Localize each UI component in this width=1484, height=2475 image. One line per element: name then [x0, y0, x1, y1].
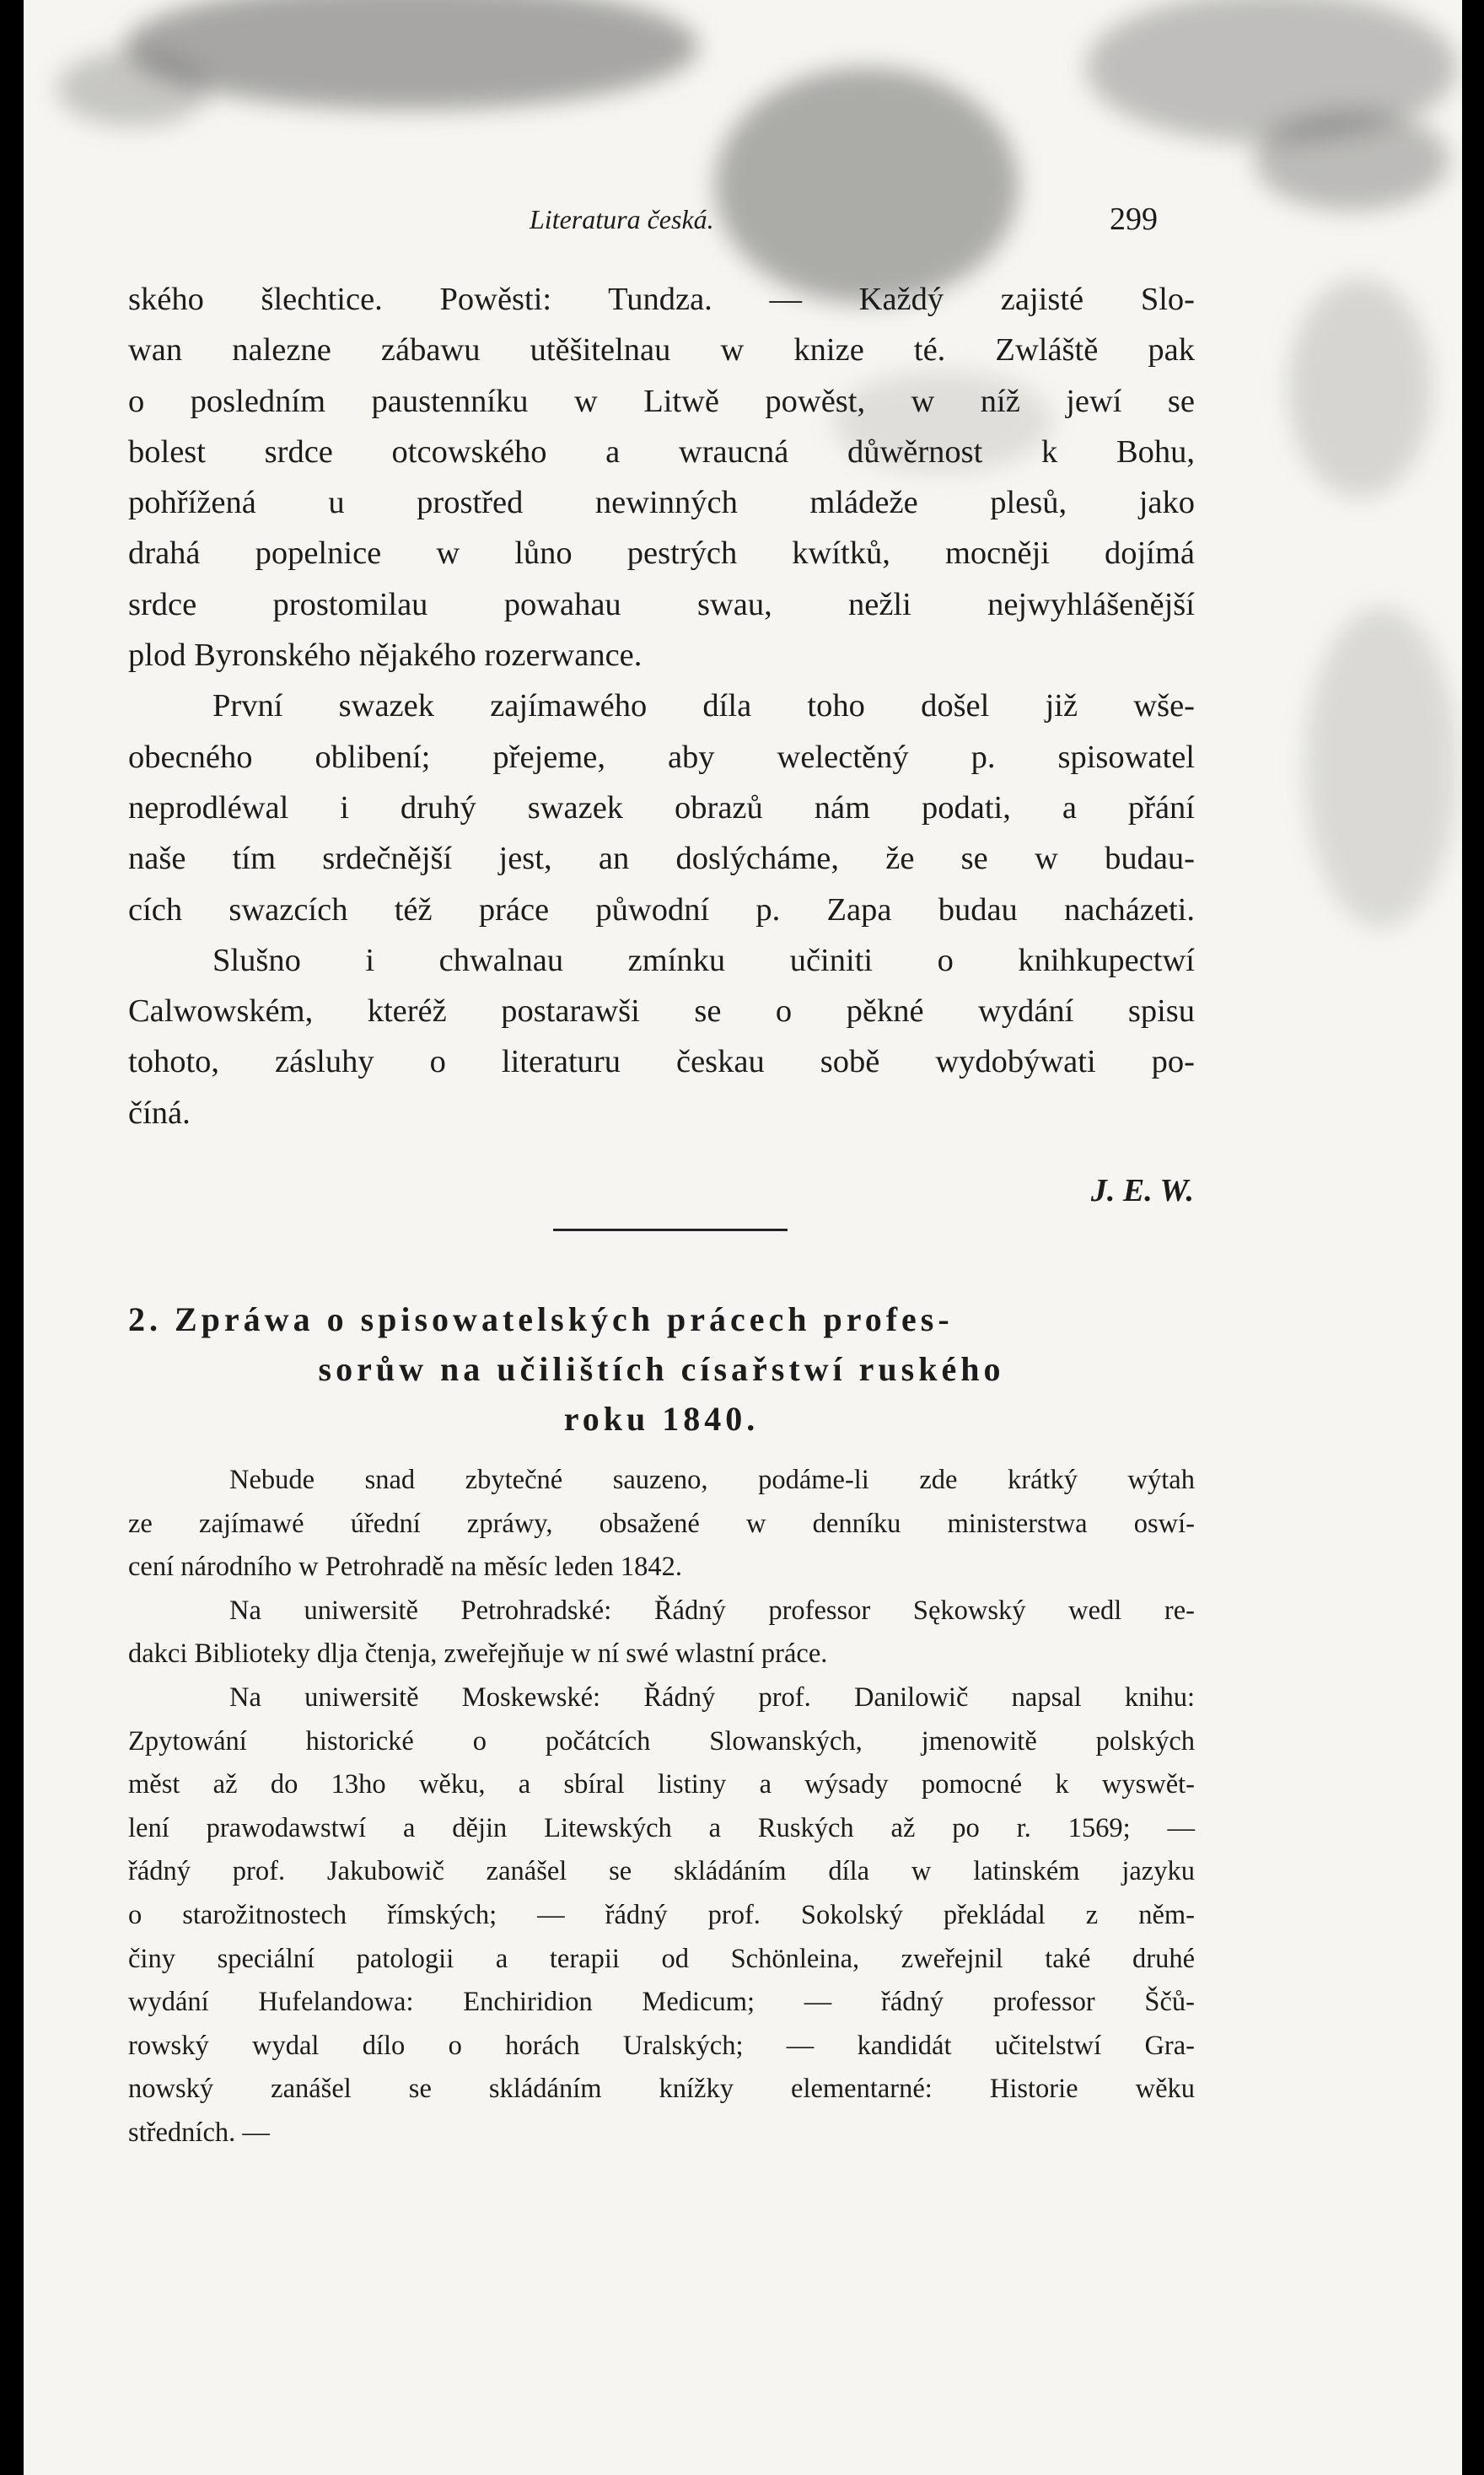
text-line: ského šlechtice. Powěsti: Tundza. — Každý zajisté Slo- — [128, 282, 1195, 317]
ink-stain — [57, 51, 209, 126]
text-line: o posledním paustenníku w Litwě powěst, w níž jewí se — [128, 383, 1195, 419]
text-line: činy speciální patologii a terapii od Schönleina, zweřejnil také druhé — [128, 1943, 1195, 1974]
text-line: Zpytowání historické o počátcích Slowanských, jmenowitě polských — [128, 1725, 1195, 1757]
ink-stain — [125, 0, 698, 110]
ink-stain — [1305, 607, 1457, 928]
text-line: dakci Biblioteky dlja čtenja, zweřejňuje w ní swé wlastní práce. — [128, 1638, 828, 1670]
text-line: rowský wydal dílo o horách Uralských; — kandidát učitelstwí Gra- — [128, 2030, 1195, 2061]
text-line: plod Byronského nějakého rozerwance. — [128, 638, 643, 674]
text-line: cích swazcích též práce půwodní p. Zapa budau nacházeti. — [128, 891, 1195, 928]
text-line: neprodléwal i druhý swazek obrazů nám podati, a přání — [128, 789, 1195, 826]
text-line: středních. — — [128, 2117, 270, 2148]
text-line: o starožitnostech římských; — řádný prof. Sokolský překládal z něm- — [128, 1899, 1195, 1930]
text-line: naše tím srdečnější jest, an doslýcháme, že se w budau- — [128, 841, 1195, 877]
body-text — [128, 274, 1195, 1138]
text-line: Calwowském, kteréž postarawši se o pěkné wydání spisu — [128, 993, 1195, 1030]
text-line: měst až do 13ho wěku, a sbíral listiny a wýsady pomocné k wyswět- — [128, 1769, 1195, 1800]
section-heading — [128, 1294, 1195, 1444]
text-line: cení národního w Petrohradě na měsíc leden 1842. — [128, 1552, 683, 1583]
report-text — [128, 1459, 1195, 2155]
author-signature: J. E. W. — [1090, 1173, 1194, 1208]
running-header — [24, 204, 1462, 255]
heading-line: sorůw na učilištích císařstwí ruského — [318, 1350, 1005, 1388]
page-number: 299 — [1110, 202, 1158, 237]
text-line: ze zajímawé úřední zpráwy, obsažené w denníku ministerstwa oswí- — [128, 1508, 1195, 1539]
text-line: wydání Hufelandowa: Enchiridion Medicum; — řádný professor Ščů- — [128, 1987, 1195, 2018]
heading-line: roku 1840. — [563, 1400, 760, 1438]
text-line: bolest srdce otcowského a wraucná důwěrnost k Bohu, — [128, 433, 1195, 470]
text-line: lení prawodawstwí a dějin Litewských a Ruských až po r. 1569; — — [128, 1812, 1195, 1843]
section-divider — [553, 1229, 788, 1231]
ink-stain — [715, 67, 1019, 304]
text-line: drahá popelnice w lůno pestrých kwítků, mocněji dojímá — [128, 535, 1195, 572]
text-line: wan nalezne zábawu utěšitelnau w knize té. Zwláště pak — [128, 332, 1195, 369]
text-line: nowský zanášel se skládáním knížky elementarné: Historie wěku — [128, 2074, 1195, 2105]
running-title: Literatura česká. — [530, 204, 714, 234]
text-line: Nebude snad zbytečné sauzeno, podáme-li zde krátký wýtah — [229, 1465, 1195, 1495]
text-line: řádný prof. Jakubowič zanášel se skládáním díla w latinském jazyku — [128, 1856, 1195, 1887]
book-page — [24, 0, 1462, 2475]
text-line: srdce prostomilau powahau swau, nežli nejwyhlášenější — [128, 586, 1195, 622]
ink-stain — [1288, 278, 1432, 498]
text-line: První swazek zajímawého díla toho došel již wše- — [212, 688, 1195, 724]
text-line: Slušno i chwalnau zmínku učiniti o knihkupectwí — [212, 942, 1195, 978]
text-line: číná. — [128, 1095, 191, 1131]
text-line: tohoto, zásluhy o literaturu českau sobě wydobýwati po- — [128, 1044, 1195, 1080]
heading-line: 2. Zpráwa o spisowatelských prácech profes- — [128, 1300, 954, 1338]
text-line: obecného oblibení; přejeme, aby welectěný p. spisowatel — [128, 739, 1195, 775]
ink-stain — [1255, 110, 1449, 211]
ink-stain — [1086, 0, 1457, 143]
text-line: Na uniwersitě Moskewské: Řádný prof. Danilowič napsal knihu: — [229, 1681, 1195, 1713]
text-line: Na uniwersitě Petrohradské: Řádný professor Sękowský wedl re- — [229, 1595, 1195, 1626]
text-line: pohřížená u prostřed newinných mládeže plesů, jako — [128, 485, 1195, 521]
